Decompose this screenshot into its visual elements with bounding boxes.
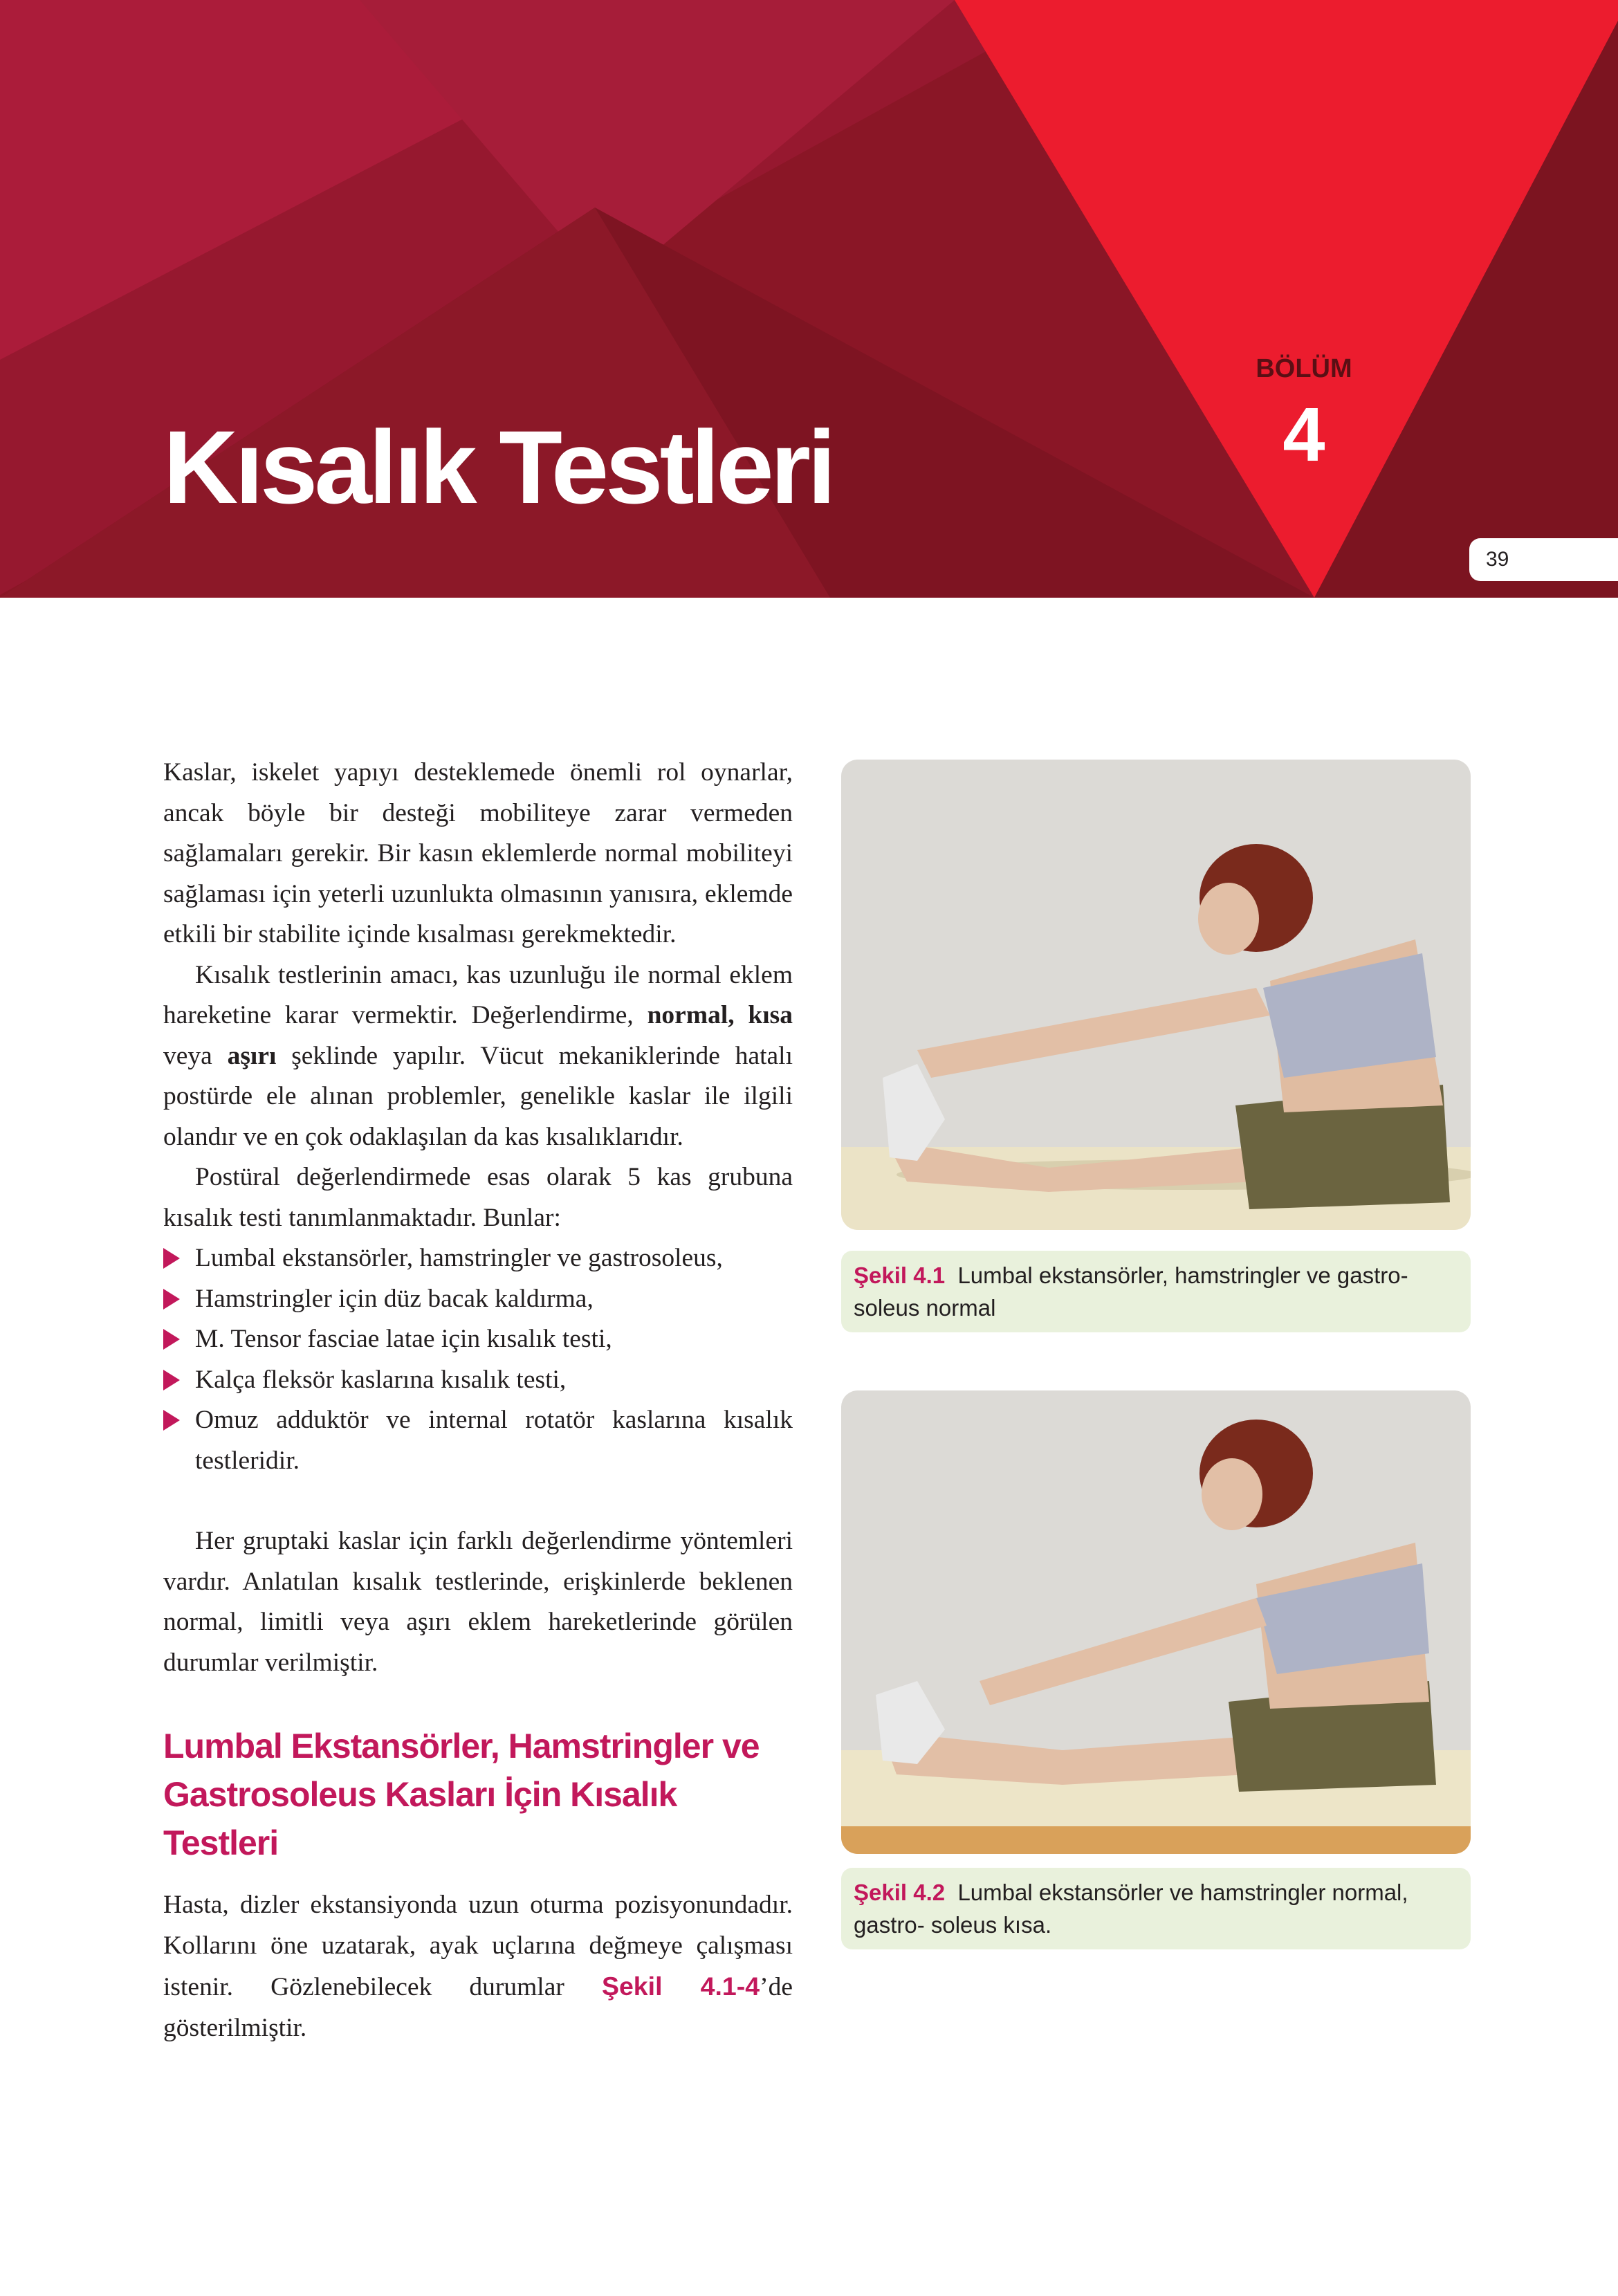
triangle-bullet-icon (163, 1410, 180, 1431)
list-item (163, 1319, 793, 1360)
list-item (163, 1400, 793, 1481)
test-list (163, 1238, 793, 1481)
section-heading: Lumbal Ekstansörler, Hamstringler ve Gastrosoleus Kasları İçin Kısalık Testleri (163, 1727, 760, 1862)
list-item (163, 1279, 793, 1320)
text-run: Hasta, dizler ekstansiyonda uzun oturma pozisyonundadır. Kollarını öne uzatarak, ayak uçlarına değmeye çalışması istenir. Gözlenebilecek durumlar (163, 1891, 793, 2001)
chapter-header (0, 0, 1618, 598)
figure-photo-1 (841, 760, 1471, 1230)
text-run: ’de gösterilmiştir. (163, 1973, 793, 2042)
caption-text: Lumbal ekstansörler ve hamstringler normal, gastro- soleus kısa. (854, 1880, 1408, 1938)
paragraph-purpose (163, 955, 793, 1158)
triangle-bullet-icon (163, 1289, 180, 1310)
paragraph-methods: Her gruptaki kaslar için farklı değerlendirme yöntemleri vardır. Anlatılan kısalık testlerinde, erişkinlerde beklenen normal, limitli veya aşırı eklem hareketlerinde görülen durumlar verilmiştir. (163, 1527, 793, 1677)
figure-caption-2 (841, 1868, 1471, 1949)
list-item-text: Kalça fleksör kaslarına kısalık testi, (195, 1365, 567, 1394)
sitting-stretch-photo-1 (841, 760, 1471, 1230)
chapter-title: Kısalık Testleri (163, 409, 833, 525)
paragraph-procedure (163, 1885, 793, 2048)
triangle-bullet-icon (163, 1329, 180, 1350)
figure-label: Şekil 4.2 (854, 1880, 946, 1905)
triangle-bullet-icon (163, 1248, 180, 1269)
chapter-label: BÖLÜM (1256, 354, 1352, 383)
list-item-text: Omuz adduktör ve internal rotatör kaslarına kısalık testleridir. (195, 1406, 793, 1475)
bold-term-normal-kisa: normal, kısa (647, 1001, 793, 1029)
list-item-text: M. Tensor fasciae latae için kısalık testi, (195, 1325, 612, 1353)
list-item-text: Lumbal ekstansörler, hamstringler ve gastrosoleus, (195, 1244, 723, 1272)
list-item-text: Hamstringler için düz bacak kaldırma, (195, 1284, 594, 1313)
caption-text: Lumbal ekstansörler, hamstringler ve gastro- soleus normal (854, 1262, 1408, 1321)
bold-term-asiri: aşırı (227, 1041, 277, 1070)
text-run: Kısalık testlerinin amacı, kas uzunluğu ile normal eklem hareketine karar vermektir. Değerlendirme, (163, 960, 793, 1029)
figure-label: Şekil 4.1 (854, 1262, 946, 1288)
text-run: şeklinde yapılır. Vücut mekaniklerinde hatalı postürde ele alınan problemler, genelikle kaslar ile ilgili olandır ve en çok odaklaşılan da kas kısalıklarıdır. (163, 1041, 793, 1151)
sitting-stretch-photo-2 (841, 1390, 1471, 1854)
figure-photo-2 (841, 1390, 1471, 1854)
paragraph-groups: Postüral değerlendirmede esas olarak 5 kas grubuna kısalık testi tanımlanmaktadır. Bunlar: (163, 1163, 793, 1232)
figure-reference-link[interactable]: Şekil 4.1-4 (601, 1972, 760, 2001)
figure-caption-1 (841, 1251, 1471, 1332)
body-text-column (163, 753, 793, 2048)
text-run: veya (163, 1041, 228, 1070)
chapter-number: 4 (1283, 392, 1325, 477)
paragraph-intro: Kaslar, iskelet yapıyı desteklemede önemli rol oynarlar, ancak böyle bir desteği mobiliteye zarar vermeden sağlamaları gerekir. Bir kasın eklemlerde normal mobiliteyi sağlaması için yeterli uzunlukta olmasının yanısıra, eklemde etkili bir stabilite içinde kısalması gerekmektedir. (163, 758, 793, 948)
list-item (163, 1360, 793, 1401)
page-number: 39 (1486, 548, 1509, 571)
triangle-bullet-icon (163, 1370, 180, 1390)
list-item (163, 1238, 793, 1279)
